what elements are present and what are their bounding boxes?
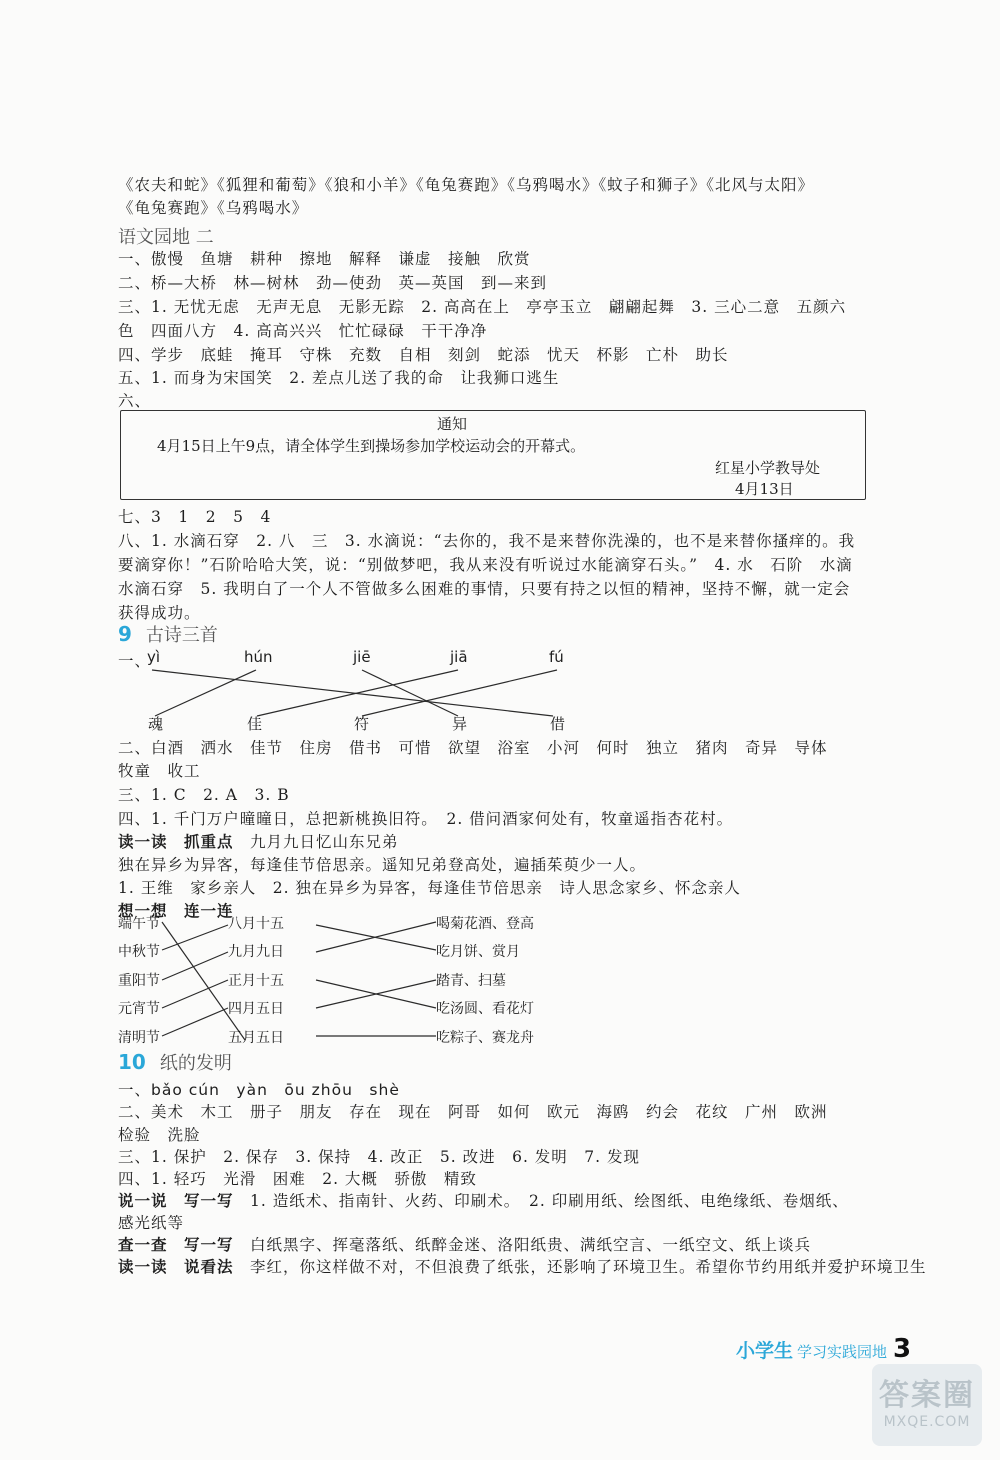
match-line-yuanxiao-date [162, 980, 228, 1008]
custom-3: 踏青、扫墓 [436, 973, 506, 989]
watermark-url: MXQE.COM [883, 1414, 971, 1430]
match-line-chongyang-date [162, 952, 228, 980]
pinyin-answers: bǎo cún yàn ōu zhōu shè [151, 1081, 400, 1099]
festival-1: 端午节 [118, 916, 160, 932]
pinyin-5: fú [549, 648, 564, 666]
answer-line: 二、白酒 洒水 佳节 住房 借书 可惜 欲望 浴室 小河 何时 独立 猪肉 奇异 导体 [118, 739, 828, 757]
watermark-text: 答案圈 [879, 1378, 975, 1413]
match-line-hun-hun [155, 670, 256, 716]
search-write-text: 白纸黑字、挥毫落纸、纸醉金迷、洛阳纸贵、满纸空言、一纸空文、纸上谈兵 [250, 1236, 812, 1254]
match-line-yi-yi [152, 670, 553, 716]
pinyin-4: jiā [450, 648, 468, 666]
answer-line: 二、美术 木工 册子 朋友 存在 现在 阿哥 如何 欧元 海鸥 约会 花纹 广州 欧洲 [118, 1103, 828, 1121]
pinyin-line [118, 1079, 400, 1101]
date-5: 五月五日 [228, 1030, 284, 1046]
speak-write-text: 1. 造纸术、指南针、火药、印刷术。 2. 印刷用纸、绘图纸、电绝缘纸、卷烟纸、 [250, 1192, 849, 1210]
answer-line: 水滴石穿 5. 我明白了一个人不管做多么困难的事情，只要有持之以恒的精神，坚持不懈，就一定会 [118, 580, 851, 598]
notice-title: 通知 [437, 415, 468, 433]
pinyin-2: hún [244, 648, 273, 666]
footer-brand: 小学生 [736, 1340, 794, 1362]
festival-4: 元宵节 [118, 1001, 160, 1017]
speak-write-line [118, 1190, 849, 1212]
answer-line: 获得成功。 [118, 604, 201, 622]
read-opinion-text: 李红，你这样做不对，不但浪费了纸张，还影响了环境卫生。希望你节约用纸并爱护环境卫生 [250, 1258, 927, 1276]
date-3: 正月十五 [228, 973, 284, 989]
notice-signature: 红星小学教导处 [715, 459, 821, 477]
reading-label: 读一读 抓重点 [118, 833, 234, 851]
match-line-9-9-custom [316, 922, 436, 952]
char-2: 佳 [247, 715, 263, 733]
answer-line: 五、1. 而身为宋国笑 2. 差点儿送了我的命 让我狮口逃生 [118, 369, 560, 387]
story-list-line-1: 《农夫和蛇》《狐狸和葡萄》《狼和小羊》《龟兔赛跑》《乌鸦喝水》《蚊子和狮子》《北风与太阳》 [118, 176, 815, 194]
notice-body: 4月15日上午9点，请全体学生到操场参加学校运动会的开幕式。 [157, 437, 586, 455]
answer-line: 色 四面八方 4. 高高兴兴 忙忙碌碌 干干净净 [118, 322, 488, 340]
section-number: 10 [118, 1050, 146, 1074]
page-footer [736, 1334, 911, 1364]
char-3: 符 [354, 715, 370, 733]
pinyin-3: jiē [353, 648, 371, 666]
section-heading-10 [118, 1049, 232, 1075]
festival-2: 中秋节 [118, 944, 160, 960]
story-list-line-2: 《龟兔赛跑》《乌鸦喝水》 [118, 199, 309, 217]
notice-date: 4月13日 [735, 480, 794, 498]
date-4: 四月五日 [228, 1001, 284, 1017]
date-1: 八月十五 [228, 916, 284, 932]
page-number: 3 [893, 1334, 912, 1364]
think-label: 想一想 连一连 [118, 902, 234, 920]
answer-line: 检验 洗脸 [118, 1126, 201, 1144]
answer-line: 三、1. C 2. A 3. B [118, 786, 290, 804]
answer-line: 牧童 收工 [118, 762, 201, 780]
answer-line: 一、傲慢 鱼塘 耕种 擦地 解释 谦虚 接触 欣赏 [118, 250, 531, 268]
match-line-jie-jie [362, 670, 458, 716]
speak-write-label: 说一说 写一写 [118, 1192, 234, 1210]
answer-line: 七、3 1 2 5 4 [118, 508, 272, 526]
section-title: 语文园地 二 [118, 227, 214, 248]
char-1: 魂 [148, 715, 164, 733]
watermark-logo [872, 1364, 982, 1446]
festival-3: 重阳节 [118, 973, 160, 989]
section-title: 纸的发明 [159, 1053, 232, 1074]
answer-line: 二、桥—大桥 林—树林 劲—使劲 英—英国 到—来到 [118, 274, 548, 292]
pinyin-1: yì [147, 648, 161, 666]
match-line-fu-fu [362, 670, 557, 716]
footer-subtitle: 学习实践园地 [797, 1343, 888, 1361]
answer-line: 三、1. 保护 2. 保存 3. 保持 4. 改正 5. 改进 6. 发明 7. 发现 [118, 1148, 641, 1166]
answer-line: 三、1. 无忧无虑 无声无息 无影无踪 2. 高高在上 亭亭玉立 翩翩起舞 3. 三心二意 五颜六 [118, 298, 847, 316]
custom-4: 吃汤圆、看花灯 [436, 1001, 534, 1017]
reading-line [118, 831, 399, 853]
search-write-line [118, 1234, 811, 1256]
date-2: 九月九日 [228, 944, 284, 960]
answer-line: 四、学步 底蛙 掩耳 守株 充数 自相 刻剑 蛇添 忧天 杯影 亡朴 助长 [118, 346, 729, 364]
answer-line: 感光纸等 [118, 1214, 185, 1232]
custom-1: 喝菊花酒、登高 [436, 916, 534, 932]
pinyin-prefix: 一、 [118, 1081, 152, 1099]
read-opinion-label: 读一读 说看法 [118, 1258, 234, 1276]
char-4: 异 [452, 715, 468, 733]
search-write-label: 查一查 写一写 [118, 1236, 234, 1254]
answer-line: 六、 [118, 392, 152, 410]
answer-line: 四、1. 轻巧 光滑 困难 2. 大概 骄傲 精致 [118, 1170, 477, 1188]
section-number: 9 [118, 622, 132, 646]
match-line-qingming-date [162, 1008, 228, 1036]
custom-2: 吃月饼、赏月 [436, 944, 520, 960]
answer-line: 1. 王维 家乡亲人 2. 独在异乡为异客，每逢佳节倍思亲 诗人思念家乡、怀念亲人 [118, 879, 741, 897]
answer-line: 八、1. 水滴石穿 2. 八 三 3. 水滴说：“去你的，我不是来替你洗澡的，也不是来替你搔痒的。我 [118, 532, 856, 550]
poem-text: 独在异乡为异客，每逢佳节倍思亲。遥知兄弟登高处，遍插茱萸少一人。 [118, 856, 647, 874]
match-line-zhongqiu-date [162, 925, 228, 950]
match-line-jia-jia [257, 670, 458, 716]
section-title: 古诗三首 [145, 625, 218, 646]
poem-title: 九月九日忆山东兄弟 [250, 833, 399, 851]
matching-prefix: 一、 [118, 652, 152, 670]
festival-5: 清明节 [118, 1030, 160, 1046]
read-opinion-line [118, 1256, 927, 1278]
answer-line: 四、1. 千门万户曈曈日，总把新桃换旧符。 2. 借问酒家何处有，牧童遥指杏花村。 [118, 810, 734, 828]
answer-line: 要滴穿你！”石阶哈哈大笑，说：“别做梦吧，我从来没有听说过水能滴穿石头。” 4. 水 石阶 水滴 [118, 556, 853, 574]
char-5: 借 [550, 715, 566, 733]
custom-5: 吃粽子、赛龙舟 [436, 1030, 534, 1046]
